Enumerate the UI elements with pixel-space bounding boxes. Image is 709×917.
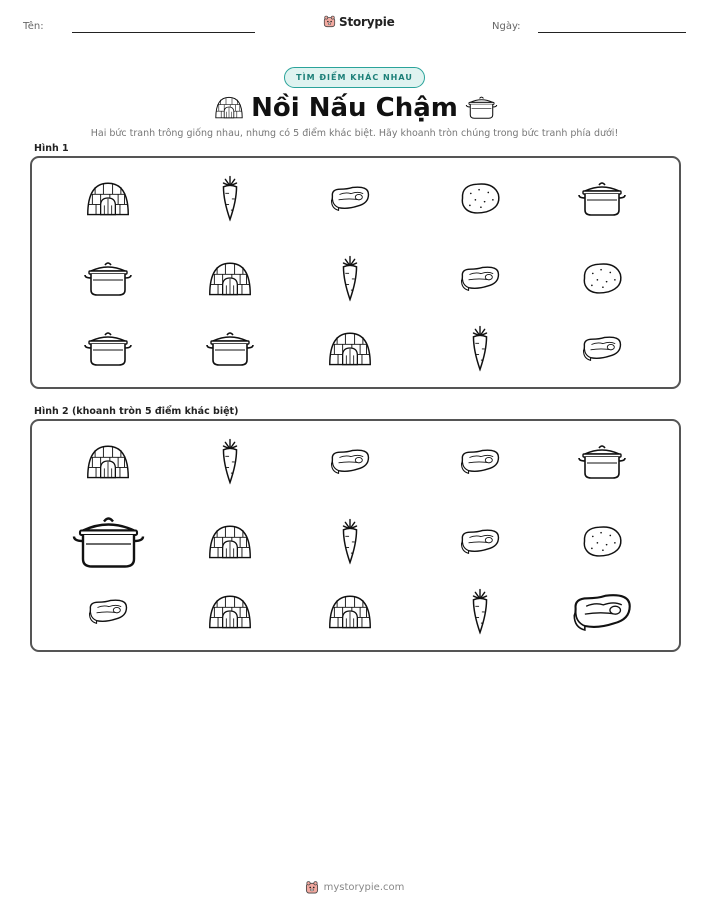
brand-name: Storypie (339, 14, 395, 29)
igloo-icon (207, 592, 253, 630)
date-line[interactable] (538, 32, 686, 33)
grid-cell[interactable] (562, 243, 642, 313)
pot-icon (83, 258, 133, 298)
steak-icon (580, 333, 624, 363)
grid-cell[interactable] (562, 313, 642, 383)
grid-cell[interactable] (562, 506, 642, 576)
igloo-icon (207, 259, 253, 297)
steak-icon (458, 526, 502, 556)
grid-cell[interactable] (440, 163, 520, 233)
storypie-mascot-icon (323, 14, 336, 29)
grid-cell[interactable] (310, 576, 390, 646)
carrot-icon (466, 324, 494, 372)
grid-cell[interactable] (310, 243, 390, 313)
instructions: Hai bức tranh trông giống nhau, nhưng có 5 điểm khác biệt. Hãy khoanh tròn chúng trong bức tranh phía dưới! (90, 128, 619, 139)
carrot-icon (336, 254, 364, 302)
grid-cell[interactable] (562, 426, 642, 496)
footer-url[interactable]: mystorypie.com (323, 882, 405, 893)
carrot-icon (336, 517, 364, 565)
grid-cell[interactable] (190, 576, 270, 646)
igloo-icon (207, 522, 253, 560)
grid-cell[interactable] (310, 163, 390, 233)
name-line[interactable] (72, 32, 255, 33)
grid-cell[interactable] (562, 576, 642, 646)
grid-cell[interactable] (190, 243, 270, 313)
pot-icon (577, 178, 627, 218)
steak-icon (86, 596, 130, 626)
grid-cell[interactable] (190, 506, 270, 576)
grid-cell[interactable] (68, 243, 148, 313)
picture-2-label: Hình 2 (khoanh tròn 5 điểm khác biệt) (34, 406, 239, 417)
steak-icon (328, 183, 372, 213)
grid-cell[interactable] (68, 313, 148, 383)
picture-1-label: Hình 1 (34, 143, 69, 154)
picture-1-panel (30, 156, 681, 389)
grid-cell[interactable] (68, 426, 148, 496)
pot-icon (577, 441, 627, 481)
potato-icon (457, 179, 503, 217)
grid-cell[interactable] (68, 576, 148, 646)
grid-cell[interactable] (190, 163, 270, 233)
grid-cell[interactable] (190, 313, 270, 383)
igloo-icon (327, 592, 373, 630)
steak-icon (458, 263, 502, 293)
picture-2-panel (30, 419, 681, 652)
grid-cell[interactable] (440, 576, 520, 646)
igloo-icon (85, 179, 131, 217)
grid-cell[interactable] (68, 163, 148, 233)
grid-cell[interactable] (440, 243, 520, 313)
potato-icon (579, 259, 625, 297)
steak-icon (458, 446, 502, 476)
pot-icon (83, 328, 133, 368)
footer (0, 880, 709, 895)
page-title: Nồi Nấu Chậm (251, 93, 458, 123)
name-label: Tên: (23, 21, 44, 32)
grid-cell[interactable] (190, 426, 270, 496)
activity-badge: TÌM ĐIỂM KHÁC NHAU (284, 67, 425, 88)
igloo-icon (85, 442, 131, 480)
steak-icon (569, 589, 635, 634)
grid-cell[interactable] (562, 163, 642, 233)
pot-icon (465, 93, 498, 121)
igloo-icon (327, 329, 373, 367)
potato-icon (579, 522, 625, 560)
carrot-icon (216, 174, 244, 222)
grid-cell[interactable] (440, 506, 520, 576)
grid-cell[interactable] (440, 426, 520, 496)
pot-icon (205, 328, 255, 368)
grid-cell[interactable] (310, 426, 390, 496)
grid-cell[interactable] (310, 313, 390, 383)
date-label: Ngày: (492, 21, 521, 32)
brand-logo (323, 14, 395, 29)
carrot-icon (466, 587, 494, 635)
picture-1-grid (32, 158, 679, 387)
picture-2-grid (32, 421, 679, 650)
carrot-icon (216, 437, 244, 485)
pot-icon (71, 511, 146, 571)
steak-icon (328, 446, 372, 476)
grid-cell[interactable] (310, 506, 390, 576)
storypie-mascot-icon (305, 880, 319, 895)
grid-cell[interactable] (68, 506, 148, 576)
grid-cell[interactable] (440, 313, 520, 383)
